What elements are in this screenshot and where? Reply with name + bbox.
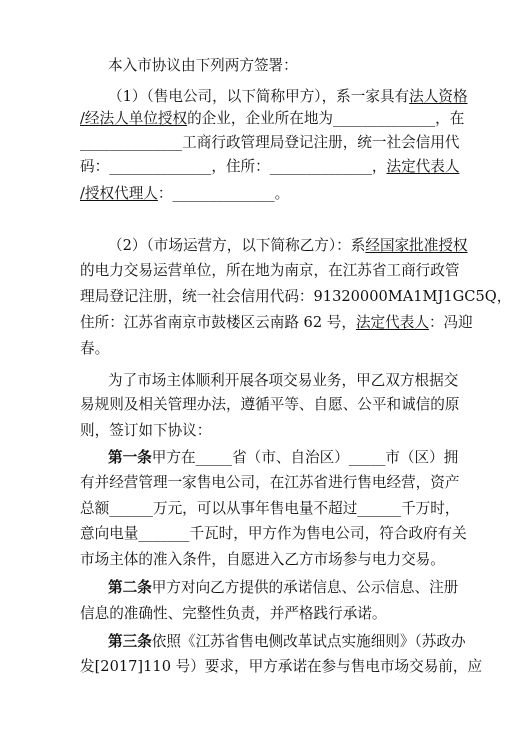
- doc-line: [80, 550, 445, 570]
- doc-line: [108, 578, 458, 598]
- doc-line: [80, 184, 289, 204]
- doc-line: [80, 339, 109, 359]
- doc-text: 则，签订如下协议：: [80, 422, 212, 439]
- doc-text: ：______________。: [157, 185, 290, 202]
- doc-text: 市场主体的准入条件，自愿进入乙方市场参与电力交易。: [80, 551, 445, 568]
- article-number: 第二条: [108, 579, 152, 596]
- doc-line: [80, 499, 459, 519]
- doc-text-underlined: 法人资格: [409, 88, 468, 105]
- doc-text-underlined: /授权代理人: [80, 185, 158, 202]
- doc-line: [80, 313, 473, 333]
- doc-text: 易规则及相关管理办法，遵循平等、自愿、公平和诚信的原: [80, 396, 460, 413]
- doc-line: [108, 632, 466, 652]
- doc-line: [108, 448, 458, 468]
- doc-text-underlined: 经国家批准授权: [365, 237, 468, 254]
- doc-text: （1）（售电公司，以下简称甲方），系一家具有: [108, 88, 410, 105]
- doc-text: 码：______________，住所：______________，: [80, 158, 387, 175]
- doc-text: 有并经营管理一家售电公司，在江苏省进行售电经营，资产: [80, 474, 460, 491]
- doc-text: 意向电量_______千瓦时，甲方作为售电公司，符合政府有关: [80, 525, 467, 542]
- doc-line: [108, 87, 468, 107]
- doc-text: 的电力交易运营单位，所在地为南京，在江苏省工商行政管: [80, 262, 460, 279]
- article-number: 第三条: [108, 633, 152, 650]
- doc-text: 信息的准确性、完整性负责，并严格践行承诺。: [80, 605, 387, 622]
- doc-text: 发[2017]110 号）要求，甲方承诺在参与售电市场交易前，应: [80, 658, 483, 675]
- doc-line: [80, 261, 459, 281]
- doc-line: [108, 236, 468, 256]
- doc-text: 住所：江苏省南京市鼓楼区云南路 62 号，: [80, 314, 356, 331]
- doc-text: ：冯迎: [428, 314, 473, 331]
- doc-text-underlined: /经法人单位授权: [80, 110, 188, 127]
- doc-text: 总额______万元，可以从事年售电量不超过______千万时，: [80, 500, 460, 517]
- doc-line: [80, 109, 464, 129]
- doc-line: [80, 157, 459, 177]
- doc-line: [80, 657, 482, 677]
- doc-line: [80, 287, 511, 307]
- doc-line: [80, 395, 459, 415]
- doc-line: [80, 524, 467, 544]
- doc-text: 理局登记注册，统一社会信用代码：91320000MA1MJ1GC5Q，: [80, 288, 512, 305]
- doc-text: 甲方对向乙方提供的承诺信息、公示信息、注册: [151, 579, 459, 596]
- doc-line: [108, 371, 458, 391]
- doc-text: （2）（市场运营方，以下简称乙方）：系: [108, 237, 366, 254]
- doc-line: [80, 133, 459, 153]
- doc-text: 为了市场主体顺利开展各项交易业务，甲乙双方根据交: [108, 372, 459, 389]
- doc-text: 甲方在_____省（市、自治区）_____市（区）拥: [151, 449, 459, 466]
- doc-text: 依照《江苏省售电侧改革试点实施细则》（苏政办: [151, 633, 466, 650]
- doc-text: 的企业，企业所在地为______________，在: [187, 110, 465, 127]
- doc-line: [80, 473, 459, 493]
- doc-line: [80, 604, 386, 624]
- doc-text: 本入市协议由下列两方签署：: [108, 57, 298, 74]
- doc-text-underlined: 法定代表人: [386, 158, 460, 175]
- doc-line: [80, 421, 211, 441]
- doc-text: 春。: [80, 340, 110, 357]
- doc-line: [108, 56, 298, 76]
- article-number: 第一条: [108, 449, 152, 466]
- doc-text: ______________工商行政管理局登记注册，统一社会信用代: [80, 134, 460, 151]
- doc-text-underlined: 法定代表人: [355, 314, 429, 331]
